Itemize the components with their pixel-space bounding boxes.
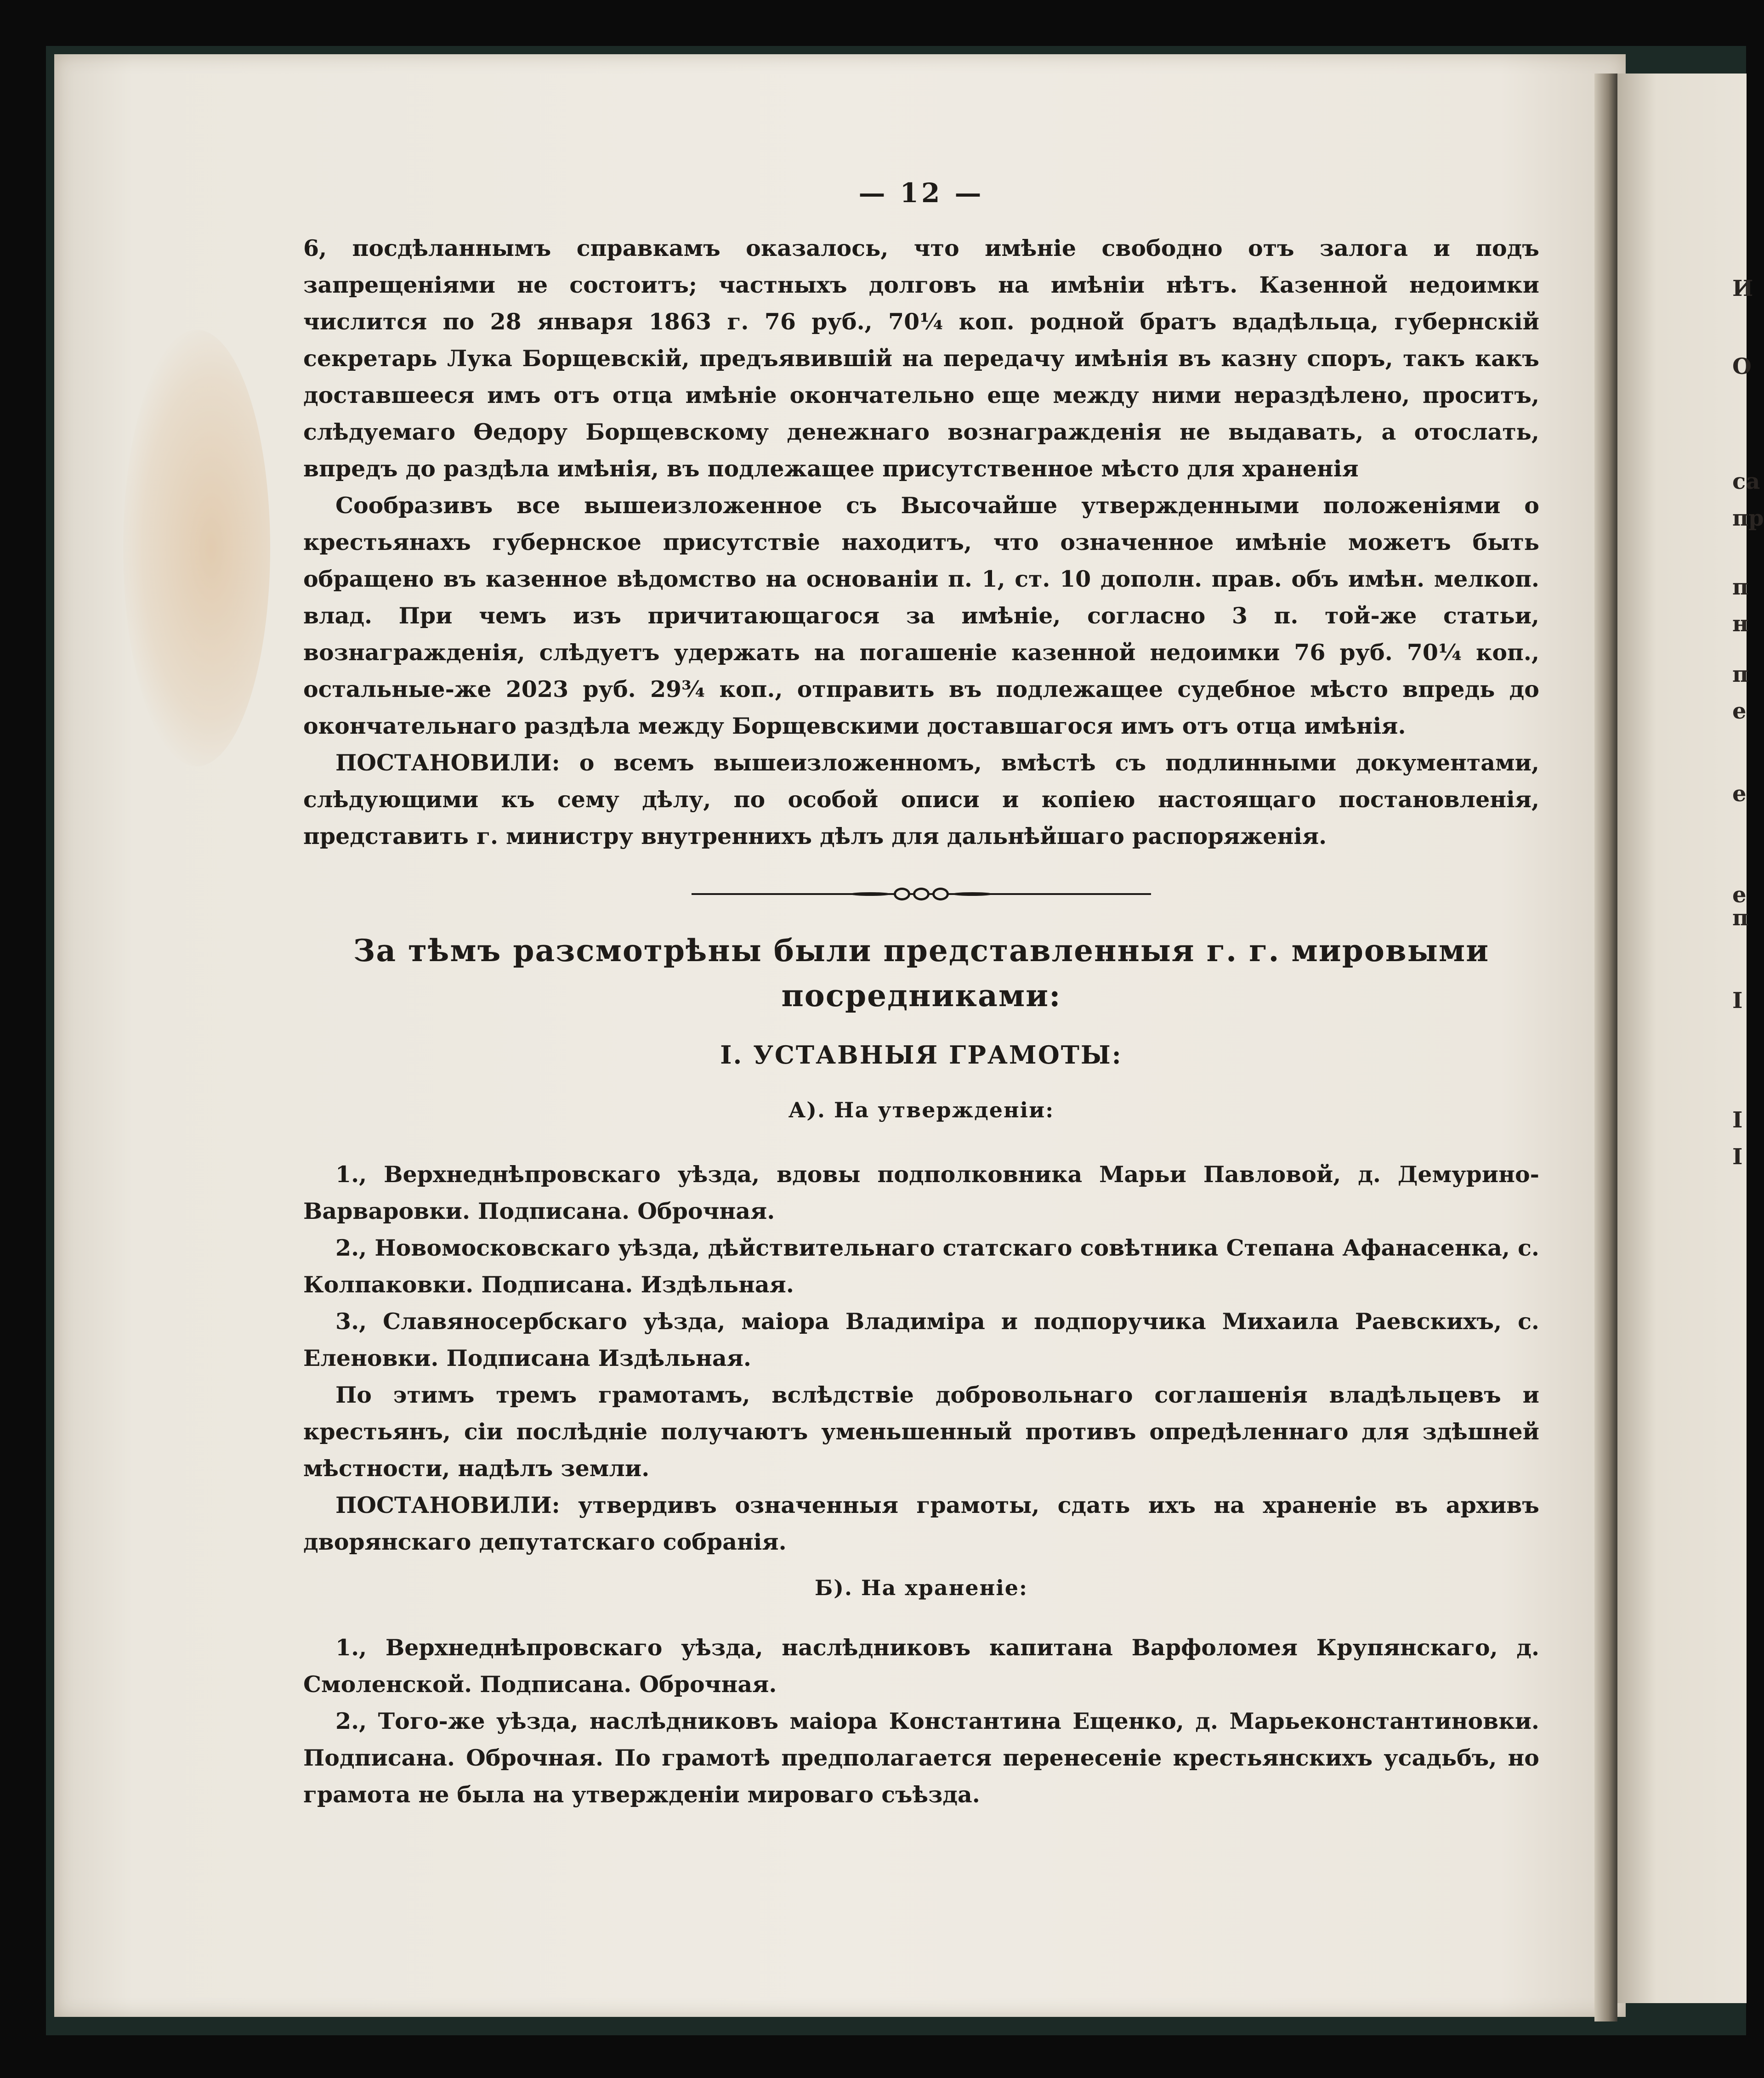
list-item: 3., Славяносербскаго уѣзда, маіора Владиміра и подпоручика Михаила Раевскихъ, с. Еленовки. Подписана Издѣльная. (303, 1308, 1539, 1371)
divider-ornament (829, 889, 1013, 900)
page-number: — 12 — (858, 177, 984, 209)
subsection-title-b: Б). На храненіе: (814, 1575, 1028, 1600)
list-item: 1., Верхнеднѣпровскаго уѣзда, вдовы подполковника Марьи Павловой, д. Демурино-Варваровки. Подписана. Оброчная. (303, 1161, 1539, 1224)
next-page-fragment: п (1732, 905, 1749, 931)
next-page-fragment: е (1732, 781, 1747, 807)
paper-stain (123, 330, 270, 766)
list-item: 1., Верхнеднѣпровскаго уѣзда, наслѣдниковъ капитана Варфоломея Крупянскаго, д. Смоленской. Подписана. Оброчная. (303, 1634, 1539, 1698)
section-title: I. УСТАВНЫЯ ГРАМОТЫ: (720, 1040, 1123, 1070)
page-content (303, 175, 1539, 1813)
subsection-title-a: А). На утвержденіи: (788, 1098, 1055, 1122)
list-item: 2., Новомосковскаго уѣзда, дѣйствительнаго статскаго совѣтника Степана Афанасенка, с. Колпаковки. Подписана. Издѣльная. (303, 1234, 1539, 1298)
section-heading: За тѣмъ разсмотрѣны были представленныя г. г. мировыми посредниками: (353, 933, 1490, 1014)
next-page-fragment: І (1732, 1107, 1743, 1133)
next-page-fragment: І (1732, 1144, 1743, 1170)
next-page-fragment: пр (1732, 505, 1764, 531)
ornamental-divider (692, 887, 1151, 900)
book-gutter (1594, 74, 1617, 2021)
list-item: 2., Того-же уѣзда, наслѣдниковъ маіора Константина Ещенко, д. Марьеконстантиновки. Подписана. Оброчная. По грамотѣ предполагается перенесеніе крестьянскихъ усадьбъ, но грамота не была на утвержденіи мироваго съѣзда. (303, 1708, 1539, 1808)
resolution-paragraph: ПОСТАНОВИЛИ: утвердивъ означенныя грамоты, сдать ихъ на храненіе въ архивъ дворянскаго депутатскаго собранія. (303, 1492, 1539, 1555)
next-page-fragment: п (1732, 662, 1749, 687)
next-page-fragment: І (1732, 988, 1743, 1014)
paragraph: 6, посдѣланнымъ справкамъ оказалось, что имѣніе свободно отъ залога и подъ запрещеніями не состоитъ; частныхъ долговъ на имѣніи нѣтъ. Казенной недоимки числится по 28 января 1863 г. 76 руб., 70¼ коп. родной братъ вдадѣльца, губернскій секретарь Лука Борщевскій, предъявившій на передачу имѣнія въ казну споръ, такъ какъ доставшееся имъ отъ отца имѣніе окончательно еще между ними нераздѣлено, проситъ, слѣдуемаго Ѳедору Борщевскому денежнаго вознагражденія не выдавать, а отослать, впредъ до раздѣла имѣнія, въ подлежащее присутственное мѣсто для храненія (303, 235, 1539, 482)
resolution-paragraph: ПОСТАНОВИЛИ: о всемъ вышеизложенномъ, вмѣстѣ съ подлинными документами, слѣдующими къ сему дѣлу, по особой описи и копіею настоящаго постановленія, представить г. министру внутреннихъ дѣлъ для дальнѣйшаго распоряженія. (303, 749, 1539, 849)
next-page-edge (1617, 74, 1764, 2003)
next-page-fragment: н (1732, 611, 1749, 637)
paragraph: Сообразивъ все вышеизложенное съ Высочайше утвержденными положеніями о крестьянахъ губернское присутствіе находитъ, что означенное имѣніе можетъ быть обращено въ казенное вѣдомство на основаніи п. 1, ст. 10 дополн. прав. объ имѣн. мелкоп. влад. При чемъ изъ причитающагося за имѣніе, согласно 3 п. той-же статьи, вознагражденія, слѣдуетъ удержать на погашеніе казенной недоимки 76 руб. 70¼ коп., остальные-же 2023 руб. 29¾ коп., отправить въ подлежащее судебное мѣсто впредь до окончательнаго раздѣла между Борщевскими доставшагося имъ отъ отца имѣнія. (303, 492, 1539, 739)
next-page-fragment: са (1732, 469, 1760, 494)
next-page-fragment: е (1732, 698, 1747, 724)
next-page-fragment: О (1732, 354, 1752, 379)
next-page-fragment: п (1732, 574, 1749, 600)
next-page-fragment: е (1732, 882, 1747, 908)
paragraph: По этимъ тремъ грамотамъ, вслѣдствіе добровольнаго соглашенія владѣльцевъ и крестьянъ, сіи послѣдніе получаютъ уменьшенный противъ опредѣленнаго для здѣшней мѣстности, надѣлъ земли. (303, 1382, 1539, 1482)
next-page-fragment: И (1732, 276, 1753, 301)
